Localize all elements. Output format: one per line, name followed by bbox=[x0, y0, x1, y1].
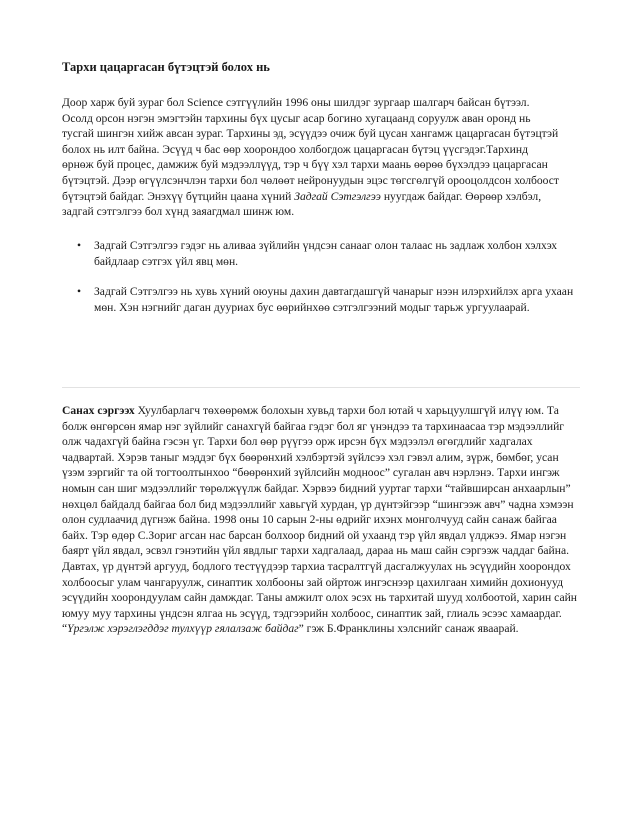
list-item-text: Задгай Сэтгэлгээ нь хувь хүний оюуны дахин давтагдашгүй чанарыг нээн илэрхийлэх арга ухаан мөн. Хэн нэгнийг даган дууриах бус өөрийнхөө сэтгэлгээний модыг тарьж ургуулаарай. bbox=[94, 285, 574, 314]
intro-paragraph bbox=[62, 95, 562, 220]
list-item-text: Задгай Сэтгэлгээ гэдэг нь аливаа зүйлийн үндсэн санааг олон талаас нь задлаж холбон хэлхэх байдлаар сэтгэх үйл явц мөн. bbox=[94, 239, 558, 268]
practice-text-end: ” гэж Б.Франклины хэлснийг санаж яваарай. bbox=[298, 622, 519, 636]
list-item bbox=[77, 238, 578, 269]
memory-paragraph bbox=[62, 403, 582, 559]
list-item bbox=[77, 284, 578, 315]
intro-text-end: нуугдаж байдаг. Өөрөөр хэлбэл, задгай сэтгэлгээ бол хүнд заяагдмал шинж юм. bbox=[62, 189, 542, 219]
memory-section bbox=[62, 403, 582, 637]
section-divider bbox=[62, 387, 580, 388]
franklin-quote: Үргэлж хэрэглэгддэг тулхүүр гялалзаж байдаг bbox=[67, 622, 299, 636]
bullet-list bbox=[62, 238, 578, 315]
section-lead-term: Санах сэргээх bbox=[62, 404, 135, 417]
memory-text: Хуулбарлагч төхөөрөмж болохын хувьд тархи бол ютай ч харьцуулшгүй илүү юм. Та болж өнгөрсөн ямар нэг зүйлийг санахгүй байгаа гэдэг бол яг үнэндээ та тархинаасаа тэр мэдээллийг олж чадахгүй байна гэсэн үг. Тархи бол өөр рүүгээ орж ирсэн бүх мэдээлэл өгөгдлийг хадгалах чадвартай. Хэрэв таныг мэддэг бүх бөөрөнхий хэлбэртэй зүйлсээ хэл гэвэл алим, зүрж, бөмбөг, усан үзэм зэргийг та ой тогтоолтынхоо “бөөрөнхий зүйлсийн модноос” сугалан авч нэрлэнэ. Тархи ингэж номын сан шиг мэдээллийг төрөлжүүлж байдаг. Хэрвээ бидний ууртаг тархи “тайвширсан анхаарлын” нөхцөл байдалд байгаа бол бид мэдээллийг хавьгүй хурдан, үр дүнтэйгээр “шингээж авч” чадна хэмээн олон судлаачид дүгнэж байна. 1998 оны 10 сарын 2-ны өдрийг ихэнх монголчууд сайн санаж байгаа байх. Тэр өдөр С.Зориг агсан нас барсан болхоор бидний ой ухаанд тэр үйл явдал үлджээ. Ямар нэгэн баярт үйл явдал, эсвэл гэнэтийн үйл явдлыг тархи хадгалаад, дараа нь маш сайн сэргээж чаддаг байна. bbox=[62, 404, 574, 558]
bullet-dot-icon: • bbox=[77, 239, 82, 252]
intro-italic-term: Задгай Сэтгэлгээ bbox=[294, 189, 381, 203]
intro-text: Доор харж буй зураг бол Science сэтгүүлийн 1996 оны шилдэг зургаар шалгарч байсан бүтээл. Осолд орсон нэгэн эмэгтэйн тархины бүх цусыг асар богино хугацаанд соруулж аван оронд нь тусгай шингэн хийж авсан зураг. Тархины эд, эсүүдээ очиж буй цусан хангамж цацаргасан бүтэцтэй болох нь илт байна. Эсүүд ч бас өөр хоорондоо холбогдож цацаргасан бүтэц үүсгэдэг.Тархинд өрнөж буй процес, дамжиж буй мэдээллүүд, тэр ч бүү хэл тархи маань өөрөө бүхэлдээ цацаргасан бүтэцтэй. Дээр өгүүлсэнчлэн тархи бол чөлөөт нейронуудын эцэс төгсгөлгүй орооцолдсон холбоост бүтэцтэй байдаг. Энэхүү бүтцийн цаана хүний bbox=[62, 96, 559, 203]
page-title: Тархи цацаргасан бүтэцтэй болох нь bbox=[62, 60, 270, 74]
practice-text: Давтах, үр дүнтэй аргууд, бодлого тестүүдээр тархиа тасралтгүй дасгалжуулах нь эсүүдийн хоорондох холбоосыг улам чангаруулж, синаптик холбооны зай ойртож ингэснээр цахилгаан химийн дохионууд эсүүдийн хоорондуулам сайн дамждаг. Таны амжилт олох эсэх нь тархитай шууд холбоотой, харин сайн юмуу муу тархины үндсэн ялгаа нь эсүүд, тэдгээрийн холбоос, синаптик зай, глиаль эсээс хамаардаг. “ bbox=[62, 559, 577, 636]
bullet-dot-icon: • bbox=[77, 285, 82, 299]
practice-paragraph bbox=[62, 559, 582, 637]
